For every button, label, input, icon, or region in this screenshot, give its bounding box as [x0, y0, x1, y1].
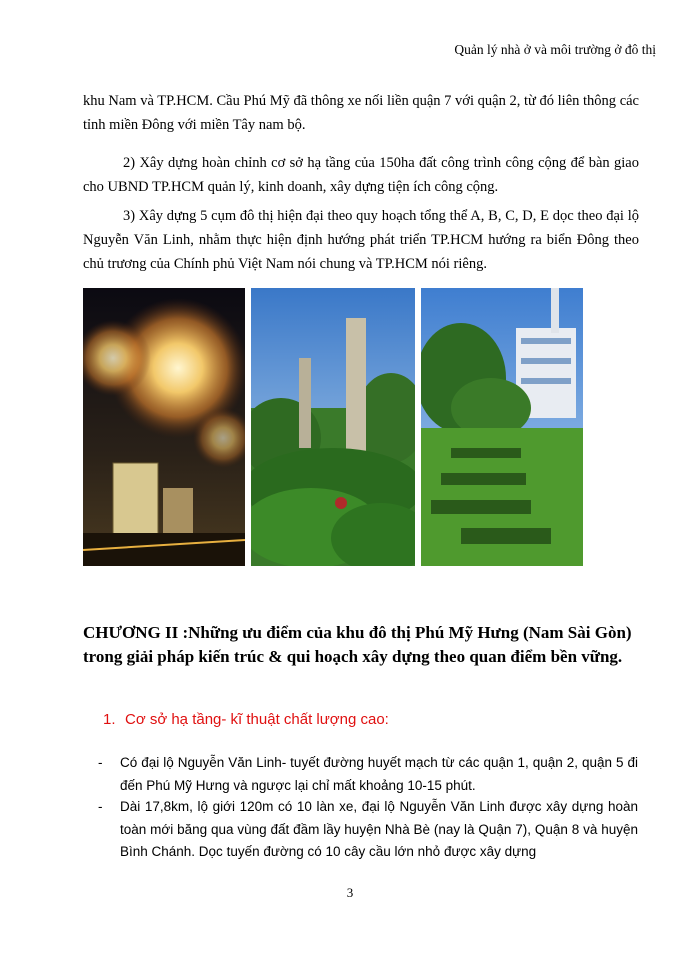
photo-strip [83, 288, 583, 566]
bullet-text: Có đại lộ Nguyễn Văn Linh- tuyết đường huyết mạch từ các quận 1, quận 2, quận 5 đi đến Phú Mỹ Hưng và ngược lại chỉ mất khoảng 10-15 phút. [120, 755, 638, 793]
bullet-item-1 [98, 752, 638, 797]
section-heading [103, 711, 389, 728]
bullet-marker: - [98, 755, 103, 770]
bullet-marker: - [98, 799, 103, 814]
bullet-text: Dài 17,8km, lộ giới 120m có 10 làn xe, đại lộ Nguyễn Văn Linh được xây dựng hoàn toàn mới băng qua vùng đất đầm lầy huyện Nhà Bè (nay là Quận 7), Quận 8 và huyện Bình Chánh. Dọc tuyến đường có 10 cây cầu lớn nhỏ được xây dựng [120, 799, 638, 859]
section-title: Cơ sở hạ tầng- kĩ thuật chất lượng cao: [125, 711, 389, 728]
paragraph-3: 3) Xây dựng 5 cụm đô thị hiện đại theo quy hoạch tổng thể A, B, C, D, E dọc theo đại lộ Nguyễn Văn Linh, nhằm thực hiện định hướng phát triển TP.HCM hướng ra biển Đông theo chủ trương của Chính phủ Việt Nam nói chung và TP.HCM nói riêng. [83, 208, 639, 272]
chapter-heading: CHƯƠNG II :Những ưu điểm của khu đô thị Phú Mỹ Hưng (Nam Sài Gòn) trong giải pháp kiến trúc & qui hoạch xây dựng theo quan điểm bền vững. [83, 623, 632, 666]
park-building-photo [421, 288, 583, 566]
paragraph-1: khu Nam và TP.HCM. Cầu Phú Mỹ đã thông xe nối liền quận 7 với quận 2, từ đó liên thông các tỉnh miền Đông với miền Tây nam bộ. [83, 93, 639, 133]
bullet-item-2 [98, 796, 638, 864]
paragraph-2: 2) Xây dựng hoàn chỉnh cơ sở hạ tầng của 150ha đất công trình công cộng để bàn giao cho UBND TP.HCM quản lý, kinh doanh, xây dựng tiện ích công cộng. [83, 155, 639, 195]
page-number: 3 [346, 885, 354, 900]
page-header: Quản lý nhà ở và môi trường ở đô thị [454, 42, 656, 57]
section-number: 1. [103, 711, 116, 728]
sculpture-garden-photo [251, 288, 415, 566]
fireworks-photo [83, 288, 245, 566]
